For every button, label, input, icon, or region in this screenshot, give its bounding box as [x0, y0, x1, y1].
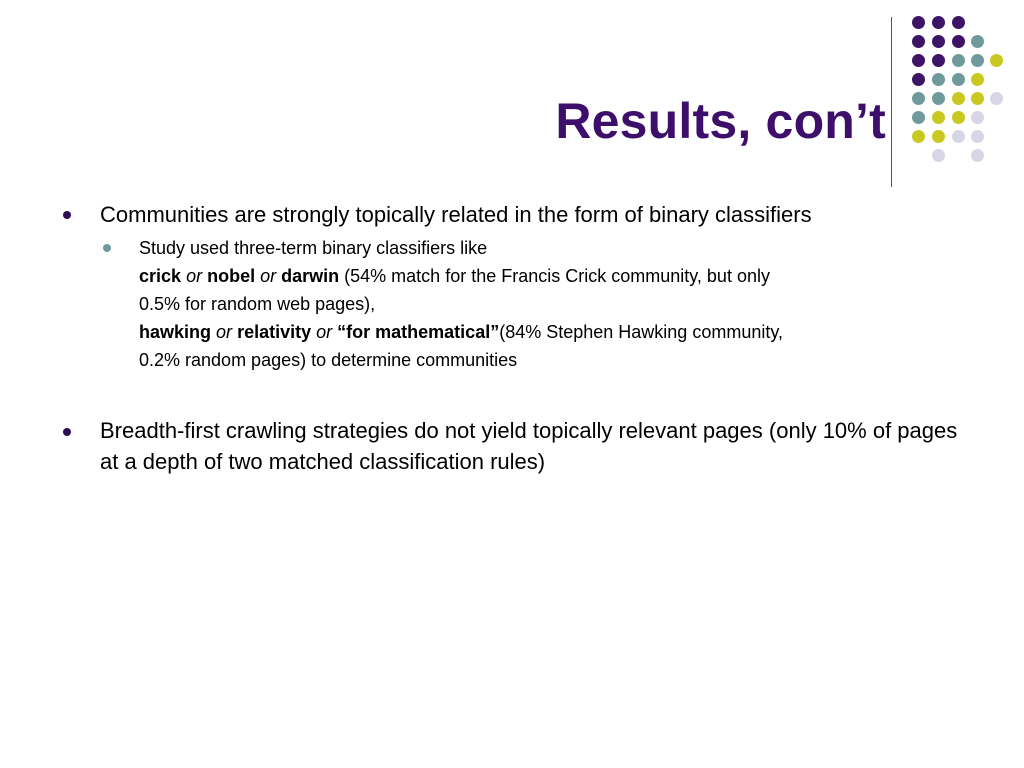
- decorative-dot: [952, 16, 965, 29]
- decorative-dot: [971, 130, 984, 143]
- decorative-dot: [932, 130, 945, 143]
- decorative-dot: [990, 54, 1003, 67]
- bullet-1-text: Communities are strongly topically related in the form of binary classifiers: [100, 202, 812, 227]
- bullet-icon: [63, 428, 71, 436]
- decorative-dot: [971, 54, 984, 67]
- decorative-dot: [990, 92, 1003, 105]
- decorative-dot: [932, 73, 945, 86]
- decorative-dot: [912, 16, 925, 29]
- decorative-dot: [932, 54, 945, 67]
- bullet-icon: [63, 211, 71, 219]
- decorative-dot: [971, 73, 984, 86]
- decorative-dot: [952, 54, 965, 67]
- decorative-dot: [932, 92, 945, 105]
- decorative-dot: [952, 130, 965, 143]
- classifier-example-2: hawking or relativity or “for mathematical”(84% Stephen Hawking community,: [139, 322, 784, 342]
- decorative-dot: [912, 35, 925, 48]
- sub-bullet-text: Study used three-term binary classifiers like crick or nobel or darwin (54% match for the Francis Crick community, but only 0.5% for random web pages), hawking or relativity or “for mathematical”(84% Stephen Hawking community, 0.2% random pages) to determine communities: [139, 234, 979, 374]
- title-divider-line: [891, 17, 892, 187]
- decorative-dot: [932, 16, 945, 29]
- bullet-2-text: Breadth-first crawling strategies do not yield topically relevant pages (only 10% of pages at a depth of two matched classification rules): [100, 418, 958, 474]
- classifier-example-1: crick or nobel or darwin (54% match for the Francis Crick community, but only: [139, 266, 770, 286]
- decorative-dot: [971, 149, 984, 162]
- decorative-dot: [932, 111, 945, 124]
- decorative-dot: [932, 149, 945, 162]
- decorative-dot: [952, 92, 965, 105]
- decorative-dot: [912, 73, 925, 86]
- decorative-dot: [912, 111, 925, 124]
- slide-title: Results, con’t: [555, 93, 886, 149]
- decorative-dot: [952, 73, 965, 86]
- sub-bullet-icon: [103, 244, 111, 252]
- decorative-dot: [971, 35, 984, 48]
- decorative-dot: [932, 35, 945, 48]
- decorative-dot: [952, 111, 965, 124]
- decorative-dot: [912, 92, 925, 105]
- decorative-dot: [971, 111, 984, 124]
- decorative-dot: [912, 130, 925, 143]
- decorative-dot: [971, 92, 984, 105]
- decorative-dot: [952, 35, 965, 48]
- decorative-dot: [912, 54, 925, 67]
